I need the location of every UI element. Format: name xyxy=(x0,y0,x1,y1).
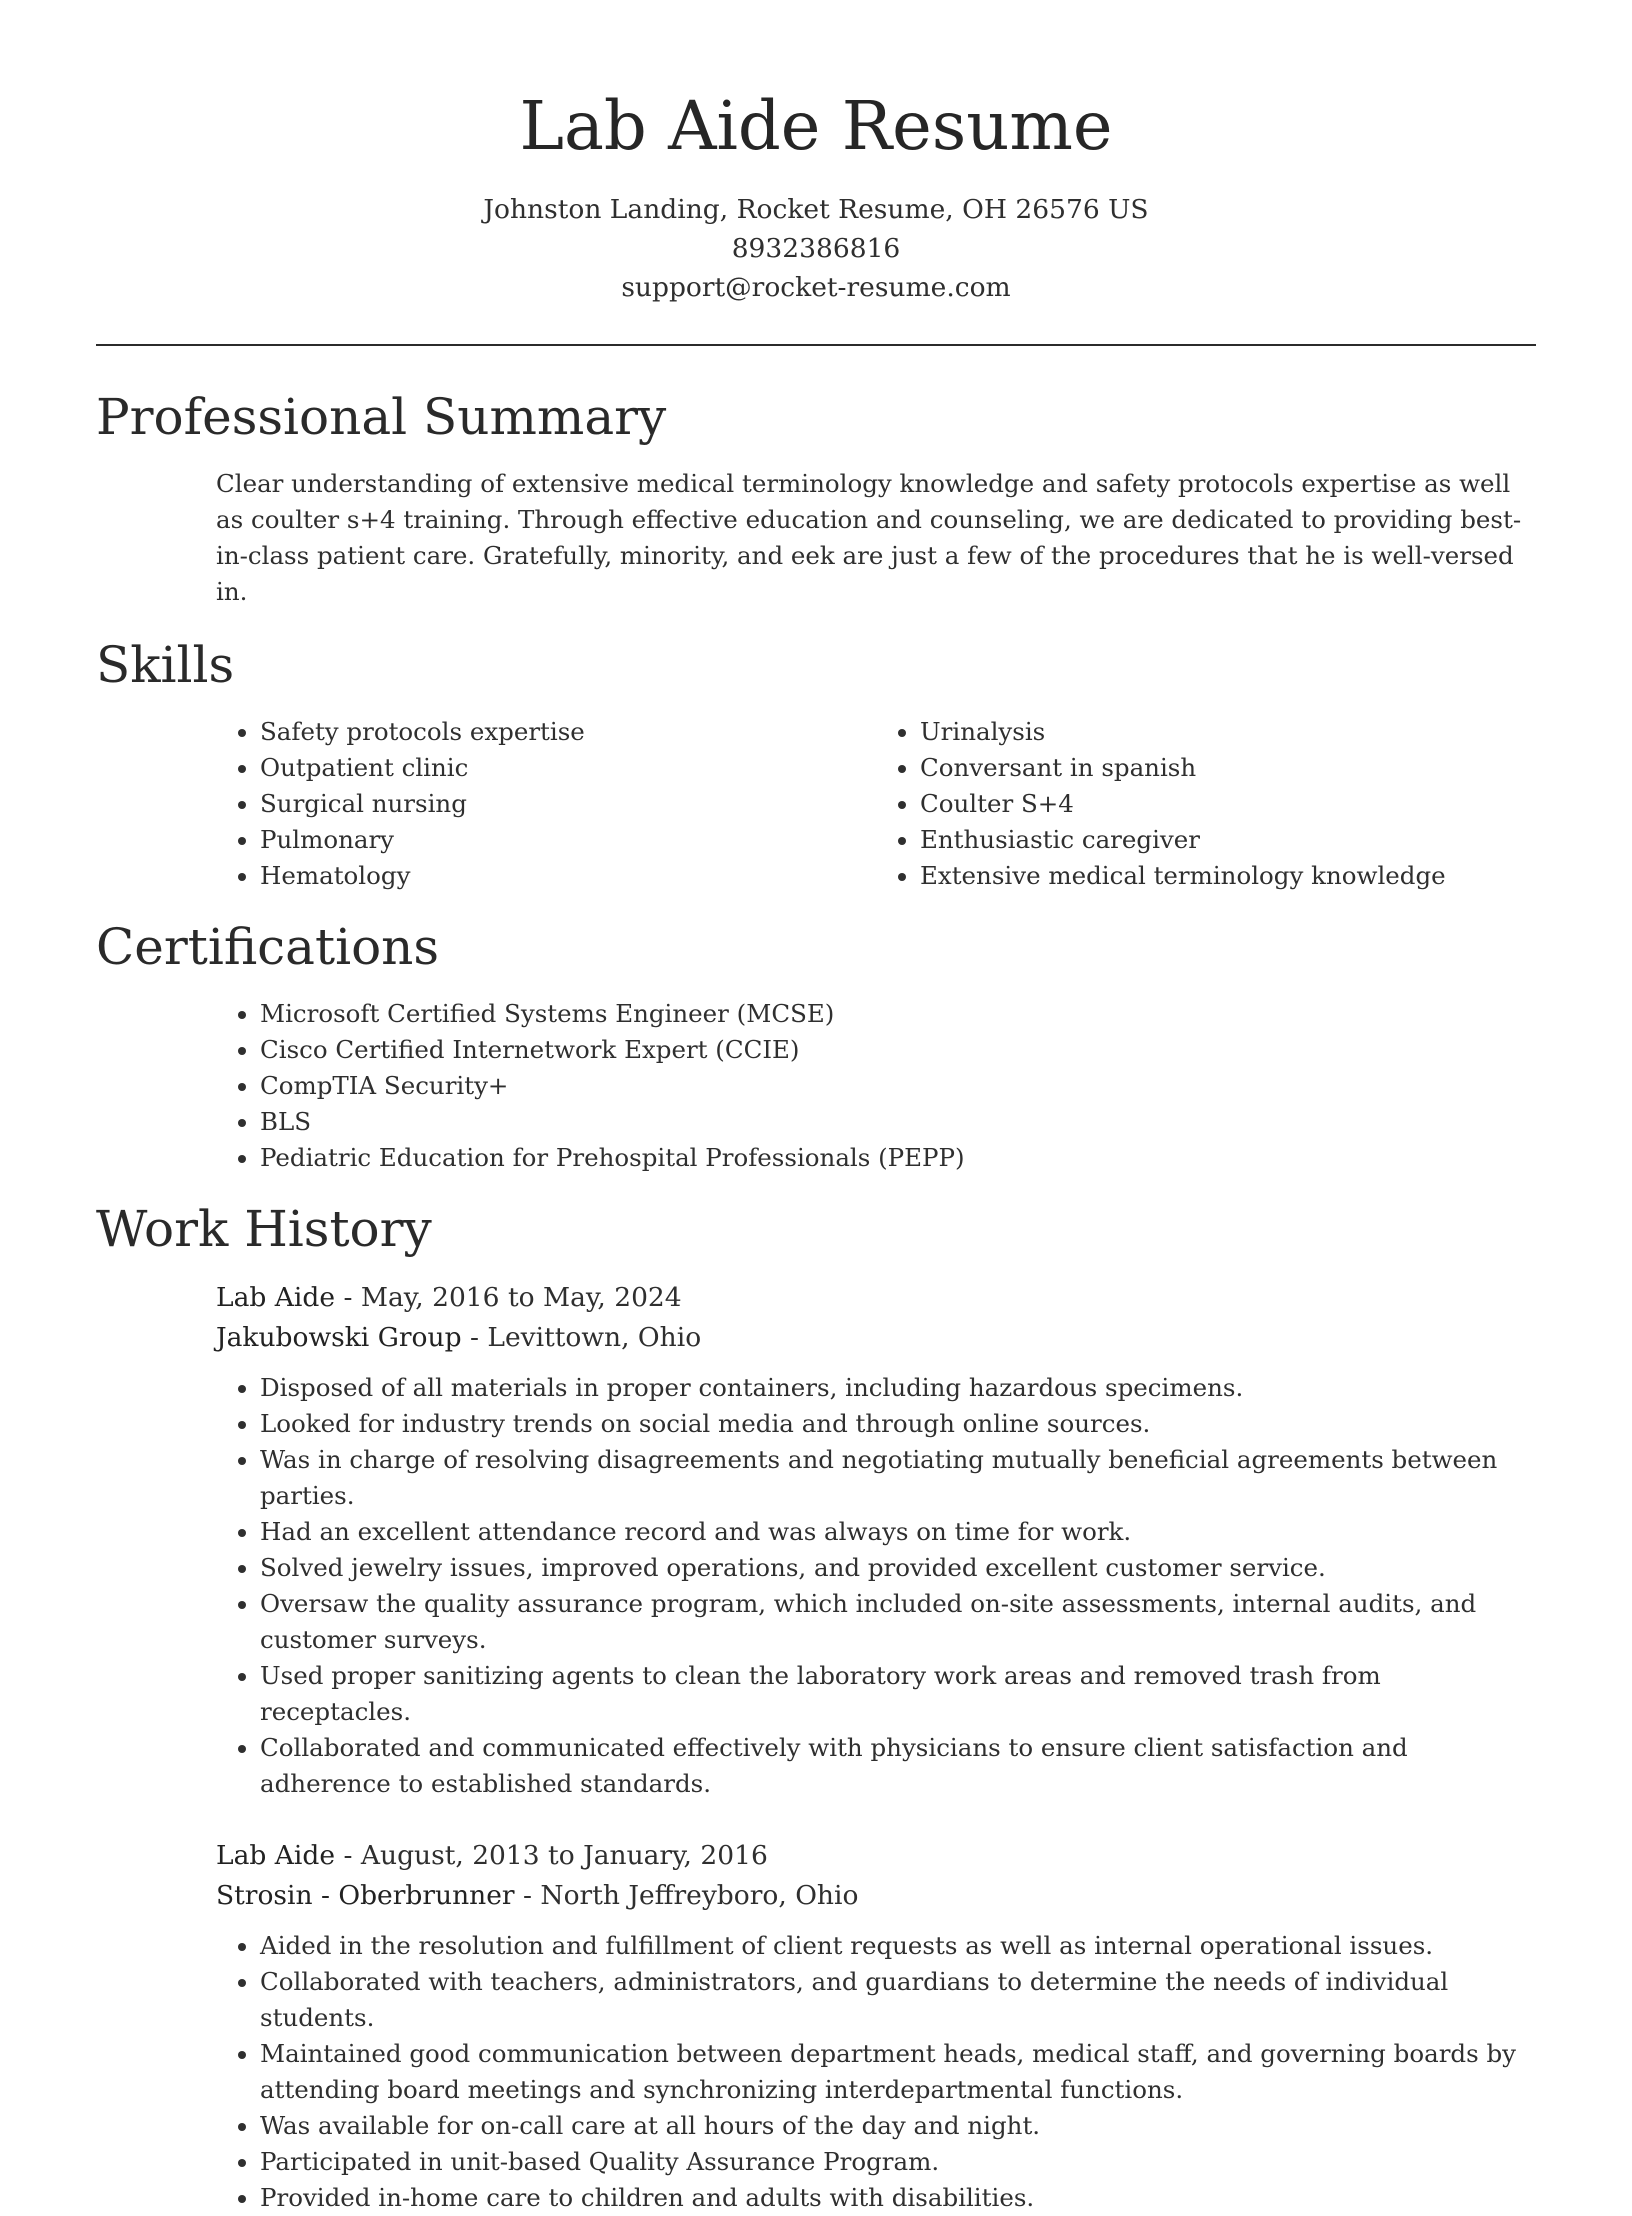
job-duty: • Participated in unit-based Quality Assurance Program. xyxy=(260,2144,1536,2180)
skill-item: • Conversant in spanish xyxy=(920,750,1536,786)
job-entry xyxy=(216,1278,1536,1802)
job-duty: • Collaborated and communicated effectively with physicians to ensure client satisfaction and adherence to established standards. xyxy=(260,1730,1536,1802)
certification-item: • Cisco Certified Internetwork Expert (CCIE) xyxy=(260,1032,1536,1068)
job-entry xyxy=(216,1836,1536,2216)
skill-item: • Pulmonary xyxy=(260,822,876,858)
job-dates: May, 2016 to May, 2024 xyxy=(360,1282,682,1313)
job-dates: August, 2013 to January, 2016 xyxy=(360,1840,768,1871)
job-title-line: Lab Aide - May, 2016 to May, 2024 xyxy=(216,1282,682,1313)
skills-heading: Skills xyxy=(96,636,235,694)
email: support@rocket-resume.com xyxy=(621,272,1011,303)
certifications-list xyxy=(216,996,1536,1176)
certification-item: • Pediatric Education for Prehospital Professionals (PEPP) xyxy=(260,1140,1536,1176)
skill-item: • Enthusiastic caregiver xyxy=(920,822,1536,858)
skill-item: • Coulter S+4 xyxy=(920,786,1536,822)
job-duty: • Solved jewelry issues, improved operations, and provided excellent customer service. xyxy=(260,1550,1536,1586)
address: Johnston Landing, Rocket Resume, OH 26576 US xyxy=(483,194,1149,225)
skill-item: • Extensive medical terminology knowledge xyxy=(920,858,1536,894)
job-duty: • Collaborated with teachers, administrators, and guardians to determine the needs of individual students. xyxy=(260,1964,1536,2036)
job-company-line: Jakubowski Group - Levittown, Ohio xyxy=(216,1322,702,1353)
job-duty: • Provided in-home care to children and adults with disabilities. xyxy=(260,2180,1536,2216)
job-title: Lab Aide xyxy=(216,1282,336,1313)
skills-list-left xyxy=(216,714,876,894)
summary-heading: Professional Summary xyxy=(96,388,667,446)
job-duty: • Used proper sanitizing agents to clean the laboratory work areas and removed trash from receptacles. xyxy=(260,1658,1536,1730)
certification-item: • BLS xyxy=(260,1104,1536,1140)
job-duty: • Had an excellent attendance record and was always on time for work. xyxy=(260,1514,1536,1550)
skill-item: • Surgical nursing xyxy=(260,786,876,822)
certifications-section xyxy=(216,996,1536,1176)
certification-item: • CompTIA Security+ xyxy=(260,1068,1536,1104)
phone: 8932386816 xyxy=(731,233,901,264)
certifications-heading: Certifications xyxy=(96,918,440,976)
header-divider xyxy=(96,344,1536,346)
job-duty: • Was in charge of resolving disagreements and negotiating mutually beneficial agreements between parties. xyxy=(260,1442,1536,1514)
job-duty: • Was available for on-call care at all hours of the day and night. xyxy=(260,2108,1536,2144)
job-duty: • Looked for industry trends on social media and through online sources. xyxy=(260,1406,1536,1442)
skill-item: • Urinalysis xyxy=(920,714,1536,750)
job-company: Jakubowski Group xyxy=(216,1322,462,1353)
work-history-heading: Work History xyxy=(96,1200,432,1258)
job-title: Lab Aide xyxy=(216,1840,336,1871)
skill-item: • Hematology xyxy=(260,858,876,894)
job-company: Strosin - Oberbrunner xyxy=(216,1880,515,1911)
skills-list-right xyxy=(876,714,1536,894)
job-duty: • Oversaw the quality assurance program, which included on-site assessments, internal audits, and customer surveys. xyxy=(260,1586,1536,1658)
certification-item: • Microsoft Certified Systems Engineer (MCSE) xyxy=(260,996,1536,1032)
skill-item: • Outpatient clinic xyxy=(260,750,876,786)
skills-columns xyxy=(216,714,1536,894)
job-title-line: Lab Aide - August, 2013 to January, 2016 xyxy=(216,1840,768,1871)
skill-item: • Safety protocols expertise xyxy=(260,714,876,750)
job-duties-list xyxy=(216,1928,1536,2216)
job-duty: • Disposed of all materials in proper containers, including hazardous specimens. xyxy=(260,1370,1536,1406)
job-company-line: Strosin - Oberbrunner - North Jeffreyboro, Ohio xyxy=(216,1880,859,1911)
job-location: North Jeffreyboro, Ohio xyxy=(540,1880,859,1911)
summary-text: Clear understanding of extensive medical terminology knowledge and safety protocols expertise as well as coulter s+4 training. Through effective education and counseling, we are dedicated to providing best-in-class patient care. Gratefully, minority, and eek are just a few of the procedures that he is well-versed in. xyxy=(216,469,1522,606)
job-location: Levittown, Ohio xyxy=(487,1322,702,1353)
contact-block xyxy=(96,190,1536,307)
job-duty: • Maintained good communication between department heads, medical staff, and governing boards by attending board meetings and synchronizing interdepartmental functions. xyxy=(260,2036,1536,2108)
job-duties-list xyxy=(216,1370,1536,1802)
resume-title: Lab Aide Resume xyxy=(519,87,1113,165)
job-duty: • Aided in the resolution and fulfillment of client requests as well as internal operational issues. xyxy=(260,1928,1536,1964)
